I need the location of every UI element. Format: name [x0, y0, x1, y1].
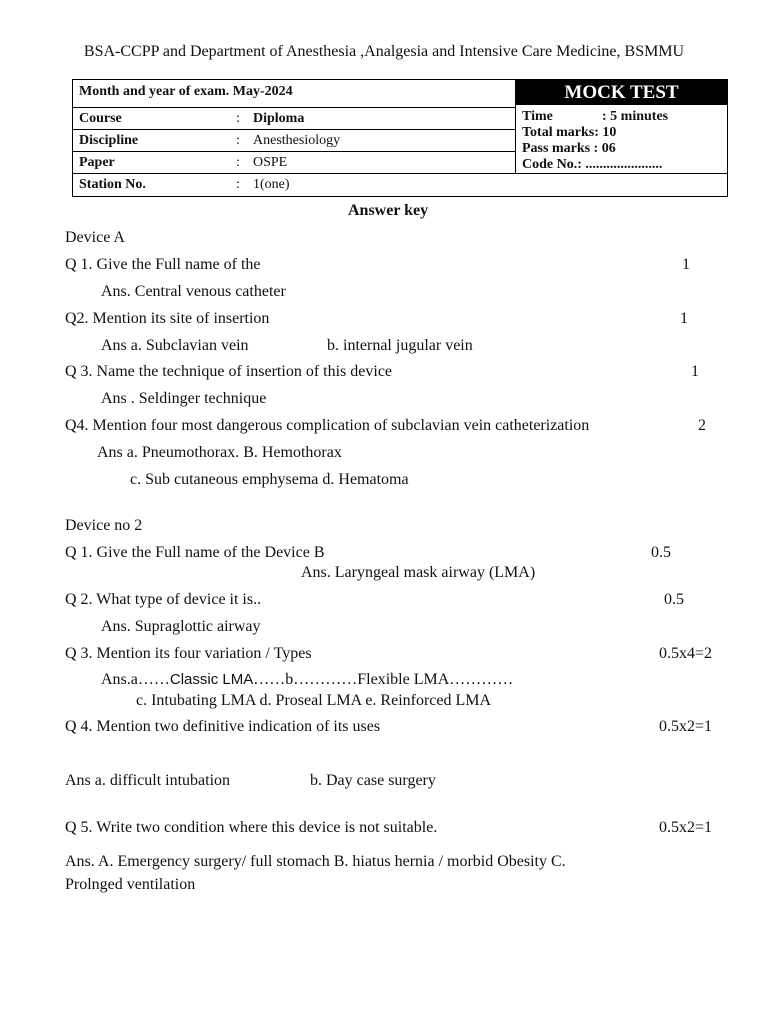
discipline-value: Anesthesiology: [253, 133, 341, 148]
device-a-a1: Ans. Central venous catheter: [101, 283, 286, 300]
station-label: Station No.: [79, 177, 146, 192]
course-row: [73, 107, 515, 129]
device-a-a4a: Ans a. Pneumothorax. B. Hemothorax: [97, 444, 342, 461]
station-row: [73, 174, 727, 195]
a3-prefix: Ans.a……: [101, 671, 170, 688]
paper-label: Paper: [79, 155, 115, 170]
device-2-a3-line2: c. Intubating LMA d. Proseal LMA e. Reinforced LMA: [136, 692, 492, 709]
course-label: Course: [79, 111, 122, 126]
device-2-q5-mark: 0.5x2=1: [658, 819, 712, 836]
device-2-q3: Q 3. Mention its four variation / Types: [65, 645, 312, 662]
a3-mid: ……b…………: [253, 671, 358, 688]
device-2-q1-mark: 0.5: [651, 544, 671, 561]
colon: :: [236, 155, 240, 170]
device-a-q2-mark: 1: [680, 310, 688, 327]
device-a-q1-mark: 1: [682, 256, 690, 273]
colon: :: [236, 111, 240, 126]
device-2-q1: Q 1. Give the Full name of the Device B: [65, 544, 325, 561]
device-2-q5: Q 5. Write two condition where this device is not suitable.: [65, 819, 438, 836]
institution-header: BSA-CCPP and Department of Anesthesia ,Analgesia and Intensive Care Medicine, BSMMU: [83, 43, 685, 60]
device-2-a5-line1: Ans. A. Emergency surgery/ full stomach B. hiatus hernia / morbid Obesity C.: [65, 853, 566, 870]
device-2-a3-line1: [101, 671, 513, 689]
answer-key-title: Answer key: [348, 202, 429, 219]
device-a-a2a: Ans a. Subclavian vein: [101, 337, 249, 354]
device-a-q3: Q 3. Name the technique of insertion of this device: [65, 363, 393, 380]
device-2-a4b: b. Day case surgery: [310, 772, 436, 789]
device-2-heading: Device no 2: [65, 517, 143, 534]
device-a-q1: Q 1. Give the Full name of the: [65, 256, 261, 273]
device-2-a4a: Ans a. difficult intubation: [65, 772, 231, 789]
device-2-a5-line2: Prolnged ventilation: [65, 876, 196, 893]
device-2-a2: Ans. Supraglottic airway: [101, 618, 261, 635]
pass-marks: Pass marks : 06: [522, 141, 616, 156]
device-a-q2: Q2. Mention its site of insertion: [65, 310, 270, 327]
a3-flexible-lma: Flexible LMA…………: [357, 671, 514, 688]
device-2-a1: Ans. Laryngeal mask airway (LMA): [301, 564, 536, 581]
device-a-a3: Ans . Seldinger technique: [101, 390, 267, 407]
device-a-a4b: c. Sub cutaneous emphysema d. Hematoma: [130, 471, 409, 488]
device-2-q4-mark: 0.5x2=1: [658, 718, 712, 735]
time-value: : 5 minutes: [602, 109, 669, 124]
device-2-q3-mark: 0.5x4=2: [658, 645, 712, 662]
device-a-q4: Q4. Mention four most dangerous complication of subclavian vein catheterization: [65, 417, 590, 434]
discipline-row: [73, 129, 515, 151]
device-2-q2: Q 2. What type of device it is..: [65, 591, 262, 608]
device-2-q2-mark: 0.5: [664, 591, 684, 608]
exam-month: Month and year of exam. May-2024: [79, 84, 293, 99]
exam-meta: [516, 105, 727, 173]
a3-classic-lma: Classic LMA: [169, 671, 254, 688]
code-no: Code No.: ......................: [522, 157, 663, 172]
time-label: Time: [522, 109, 553, 124]
device-a-q3-mark: 1: [691, 363, 699, 380]
paper-value: OSPE: [253, 155, 288, 170]
colon: :: [236, 133, 240, 148]
course-value: Diploma: [253, 111, 305, 126]
station-value: 1(one): [253, 177, 290, 192]
device-a-heading: Device A: [65, 229, 125, 246]
device-a-q4-mark: 2: [698, 417, 706, 434]
device-2-q4: Q 4. Mention two definitive indication of its uses: [65, 718, 381, 735]
mock-test-banner: MOCK TEST: [516, 80, 727, 105]
exam-info-table: [72, 79, 728, 197]
colon: :: [236, 177, 240, 192]
discipline-label: Discipline: [79, 133, 139, 148]
paper-row: [73, 151, 515, 173]
total-marks: Total marks: 10: [522, 125, 617, 140]
device-a-a2b: b. internal jugular vein: [327, 337, 473, 354]
